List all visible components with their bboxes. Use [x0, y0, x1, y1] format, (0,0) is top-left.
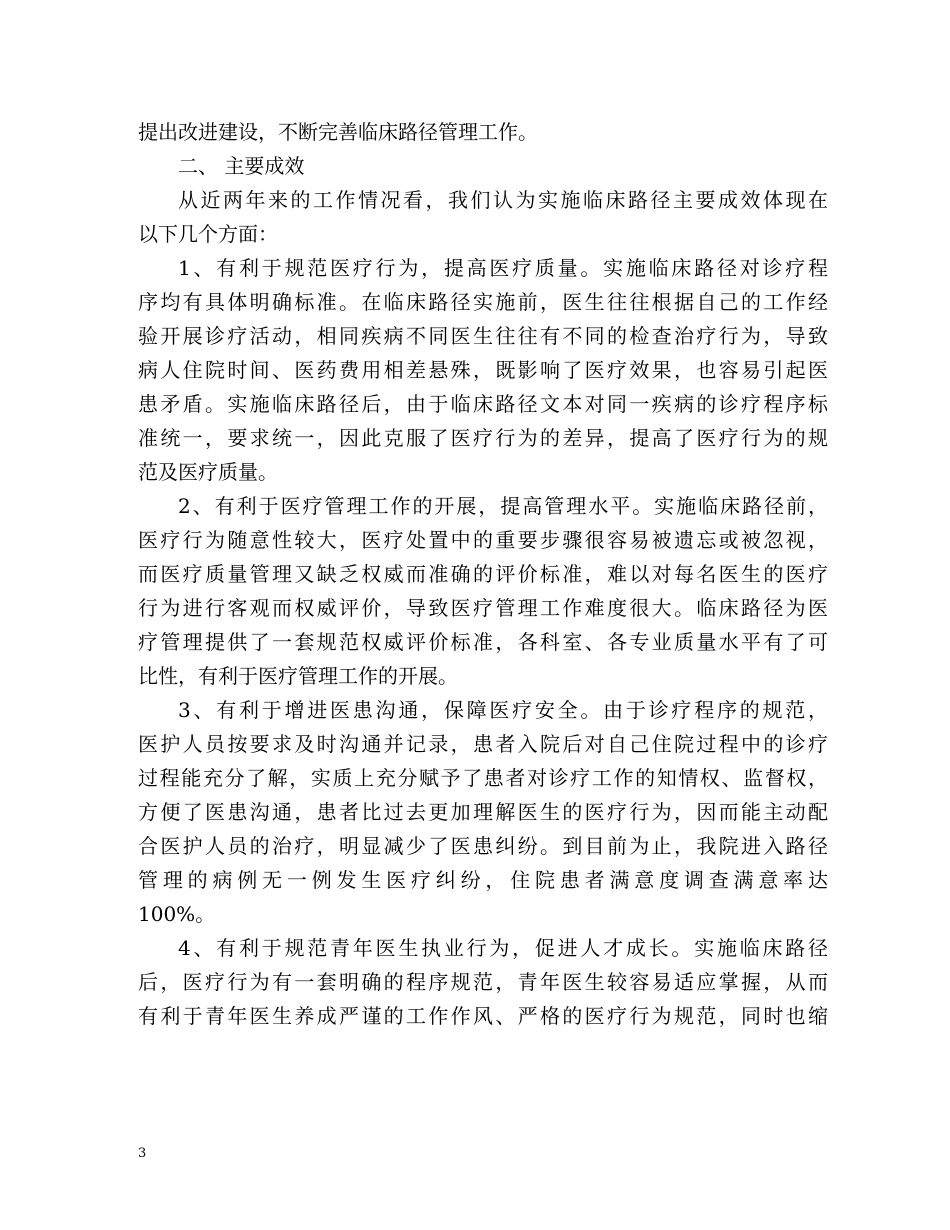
paragraph-line: 管理的病例无一例发生医疗纠纷，住院患者满意度调查满意率达	[138, 868, 828, 892]
paragraph-line: 行为进行客观而权威评价，导致医疗管理工作难度很大。临床路径为医	[138, 596, 828, 620]
paragraph-line: 比性，有利于医疗管理工作的开展。	[138, 664, 458, 688]
paragraph-line: 方便了医患沟通，患者比过去更加理解医生的医疗行为，因而能主动配	[138, 800, 828, 824]
paragraph-line: 从近两年来的工作情况看，我们认为实施临床路径主要成效体现在	[178, 188, 828, 212]
paragraph-line: 序均有具体明确标准。在临床路径实施前，医生往往根据自己的工作经	[138, 290, 828, 314]
paragraph-line: 病人住院时间、医药费用相差悬殊，既影响了医疗效果，也容易引起医	[138, 358, 828, 382]
paragraph-line: 过程能充分了解，实质上充分赋予了患者对诊疗工作的知情权、监督权，	[138, 766, 828, 790]
paragraph-line: 后，医疗行为有一套明确的程序规范，青年医生较容易适应掌握，从而	[138, 970, 828, 994]
paragraph-line: 1、有利于规范医疗行为，提高医疗质量。实施临床路径对诊疗程	[178, 256, 828, 280]
page-number: 3	[138, 1146, 147, 1161]
paragraph-line: 范及医疗质量。	[138, 460, 278, 484]
paragraph-line: 患矛盾。实施临床路径后，由于临床路径文本对同一疾病的诊疗程序标	[138, 392, 828, 416]
paragraph-line: 而医疗质量管理又缺乏权威而准确的评价标准，难以对每名医生的医疗	[138, 562, 828, 586]
paragraph-line: 3、有利于增进医患沟通，保障医疗安全。由于诊疗程序的规范，	[178, 698, 828, 722]
paragraph-line: 疗管理提供了一套规范权威评价标准，各科室、各专业质量水平有了可	[138, 630, 828, 654]
paragraph-line: 准统一，要求统一，因此克服了医疗行为的差异，提高了医疗行为的规	[138, 426, 828, 450]
paragraph-line: 以下几个方面：	[138, 222, 278, 246]
body-text-line: 提出改进建设，不断完善临床路径管理工作。	[138, 120, 538, 144]
paragraph-line: 2、有利于医疗管理工作的开展，提高管理水平。实施临床路径前，	[178, 494, 828, 518]
paragraph-line: 合医护人员的治疗，明显减少了医患纠纷。到目前为止，我院进入路径	[138, 834, 828, 858]
section-heading: 二、 主要成效	[178, 154, 305, 178]
paragraph-line: 100%。	[138, 902, 216, 926]
paragraph-line: 有利于青年医生养成严谨的工作作风、严格的医疗行为规范，同时也缩	[138, 1004, 828, 1028]
paragraph-line: 医疗行为随意性较大，医疗处置中的重要步骤很容易被遗忘或被忽视，	[138, 528, 828, 552]
paragraph-line: 医护人员按要求及时沟通并记录，患者入院后对自己住院过程中的诊疗	[138, 732, 828, 756]
paragraph-line: 验开展诊疗活动，相同疾病不同医生往往有不同的检查治疗行为，导致	[138, 324, 828, 348]
paragraph-line: 4、有利于规范青年医生执业行为，促进人才成长。实施临床路径	[178, 936, 828, 960]
